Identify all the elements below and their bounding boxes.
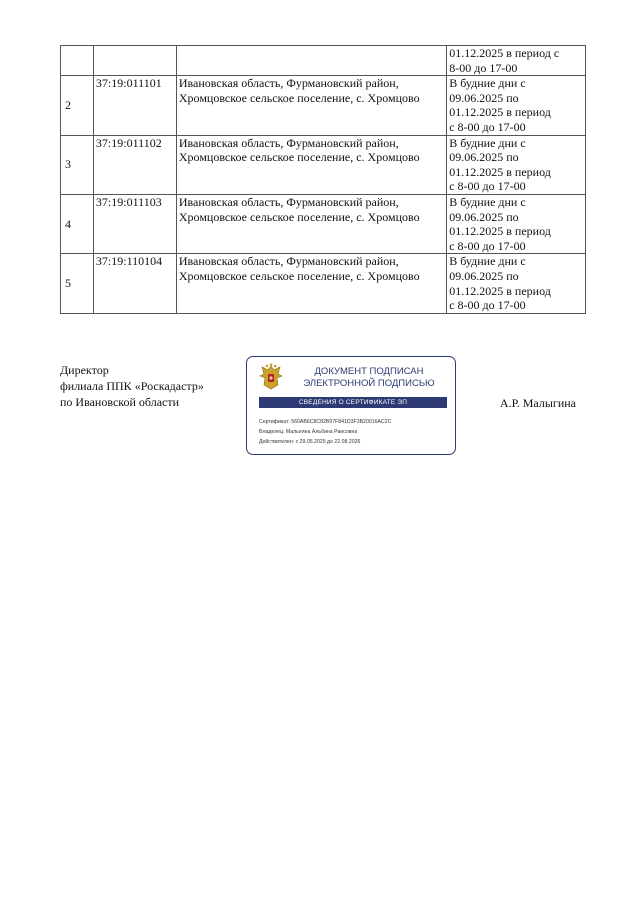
position-line: по Ивановской области: [60, 395, 180, 409]
address: Ивановская область, Фурмановский район, Хромцовское сельское поселение, с. Хромцово: [176, 194, 446, 253]
address: Ивановская область, Фурмановский район, Хромцовское сельское поселение, с. Хромцово: [176, 76, 446, 135]
cadastral-number: 37:19:110104: [93, 254, 176, 313]
address: Ивановская область, Фурмановский район, Хромцовское сельское поселение, с. Хромцово: [176, 135, 446, 194]
table-row: [61, 135, 586, 194]
row-number: 3: [61, 135, 94, 194]
row-number: [61, 46, 94, 76]
position-line: Директор: [60, 363, 109, 377]
table-row: [61, 76, 586, 135]
electronic-signature-stamp: [246, 356, 456, 455]
stamp-title-line1: ДОКУМЕНТ ПОДПИСАН: [314, 366, 424, 377]
table-row: [61, 254, 586, 313]
cadastral-number: 37:19:011102: [93, 135, 176, 194]
certificate-info-bar: СВЕДЕНИЯ О СЕРТИФИКАТЕ ЭП: [259, 397, 447, 408]
signatory-name: А.Р. Малыгина: [499, 396, 576, 410]
address: Ивановская область, Фурмановский район, Хромцовское сельское поселение, с. Хромцово: [176, 254, 446, 313]
certificate-owner: Владелец: Малыгина Альбина Раисовна: [259, 429, 358, 435]
position-line: филиала ППК «Роскадастр»: [60, 379, 204, 393]
work-period: В будние дни с 09.06.2025 по 01.12.2025 в период с 8-00 до 17-00: [447, 254, 586, 313]
cadastral-number: [93, 46, 176, 76]
certificate-validity: Действителен: с 29.05.2025 до 22.08.2026: [259, 439, 361, 445]
cadastral-number: 37:19:011101: [93, 76, 176, 135]
certificate-serial: Сертификат: 560AB6C8C82B97F841D3F3B20016AC2C: [259, 419, 392, 425]
row-number: 5: [61, 254, 94, 313]
row-number: 4: [61, 194, 94, 253]
certificate-details: [259, 417, 451, 447]
work-period: В будние дни с 09.06.2025 по 01.12.2025 в период с 8-00 до 17-00: [447, 135, 586, 194]
work-period: В будние дни с 09.06.2025 по 01.12.2025 в период с 8-00 до 17-00: [447, 76, 586, 135]
land-plots-table: [60, 45, 586, 314]
work-period: 01.12.2025 в период с 8-00 до 17-00: [447, 46, 586, 76]
row-number: 2: [61, 76, 94, 135]
signatory-position: [60, 362, 204, 410]
stamp-title-line2: ЭЛЕКТРОННОЙ ПОДПИСЬЮ: [303, 378, 435, 389]
double-headed-eagle-emblem-icon: [258, 363, 284, 391]
table-row: [61, 194, 586, 253]
work-period: В будние дни с 09.06.2025 по 01.12.2025 в период с 8-00 до 17-00: [447, 194, 586, 253]
table-row: [61, 46, 586, 76]
address: [176, 46, 446, 76]
cadastral-number: 37:19:011103: [93, 194, 176, 253]
